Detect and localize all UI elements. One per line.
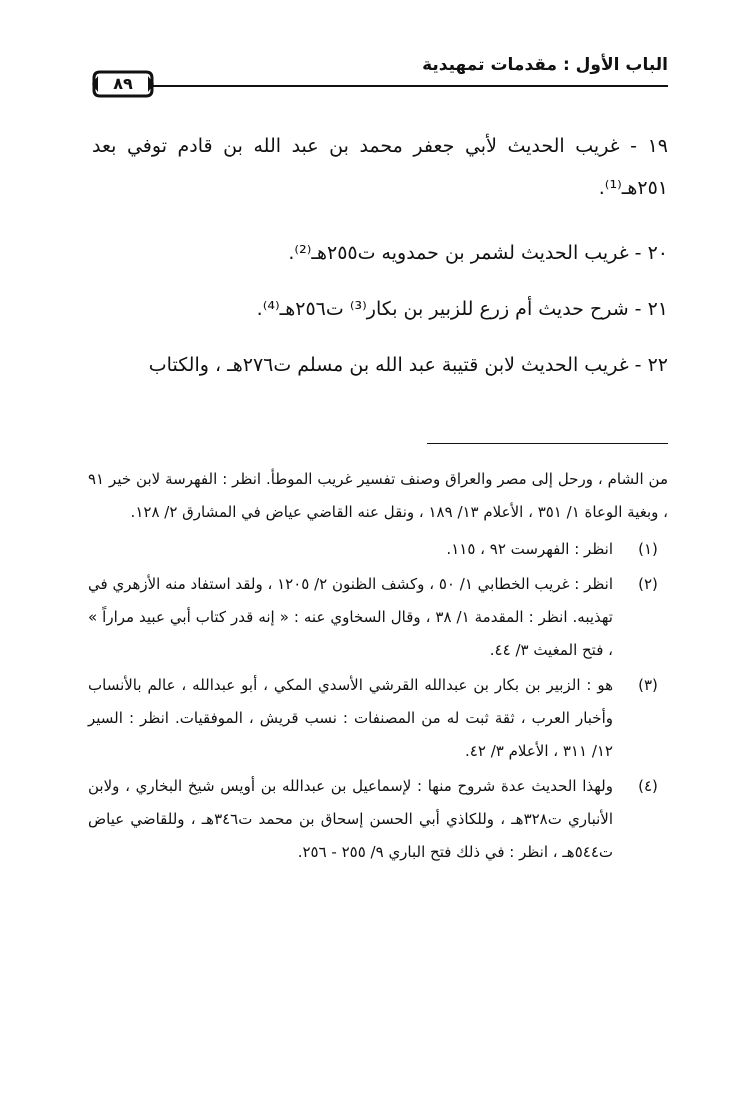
- footnote-marker: (٢): [638, 575, 658, 593]
- footnote-continuation: من الشام ، ورحل إلى مصر والعراق وصنف تفسير غريب الموطأ. انظر : الفهرسة لابن خير ٩١ ، وبغية الوعاة ١/ ٣٥١ ، الأعلام ١٣/ ١٨٩ ، ونقل عنه القاضي عياض في المشارق ٢/ ١٢٨.: [88, 470, 668, 521]
- list-item-21: ٢١ - شرح حديث أم زرع للزبير بن بكار⁽³⁾ ت٢٥٦هـ⁽⁴⁾.: [256, 298, 668, 320]
- list-item-20: ٢٠ - غريب الحديث لشمر بن حمدويه ت٢٥٥هـ⁽²⁾.: [288, 242, 668, 264]
- page-number-badge: [92, 70, 154, 98]
- main-text: [92, 125, 668, 425]
- page-number: ٨٩: [113, 74, 133, 93]
- footnote-separator: [427, 443, 668, 444]
- header-rule: [150, 85, 668, 87]
- footnotes: [88, 463, 668, 869]
- chapter-title: الباب الأول : مقدمات تمهيدية: [422, 55, 668, 75]
- footnote-marker: (٤): [638, 777, 658, 795]
- footnote-marker: (٣): [638, 676, 658, 694]
- footnote-text: انظر : غريب الخطابي ١/ ٥٠ ، وكشف الظنون ٢/ ١٢٠٥ ، ولقد استفاد منه الأزهري في تهذيبه. انظر : المقدمة ١/ ٣٨ ، وقال السخاوي عنه : « إنه قدر كتاب أبي عبيد مراراً » ، فتح المغيث ٣/ ٤٤.: [88, 575, 613, 659]
- footnote-4: [88, 770, 668, 869]
- footnote-2: [88, 568, 668, 667]
- footnote-text: هو : الزبير بن بكار بن عبدالله القرشي الأسدي المكي ، أبو عبدالله ، عالم بالأنساب وأخبار العرب ، ثقة ثبت له من المصنفات : نسب قريش ، الموفقيات. انظر : السير ١٢/ ٣١١ ، الأعلام ٣/ ٤٢.: [88, 676, 613, 760]
- list-item-19: ١٩ - غريب الحديث لأبي جعفر محمد بن عبد الله بن قادم توفي بعد ٢٥١هـ⁽¹⁾.: [92, 135, 668, 199]
- footnote-1: [88, 533, 668, 566]
- footnote-text: انظر : الفهرست ٩٢ ، ١١٥.: [446, 540, 613, 558]
- footnote-marker: (١): [638, 540, 658, 558]
- footnote-text: ولهذا الحديث عدة شروح منها : لإسماعيل بن عبدالله بن أويس شيخ البخاري ، ولابن الأنباري ت٣٢٨هـ ، وللكاذي أبي الحسن إسحاق بن محمد ت٣٤٦هـ ، وللقاضي عياض ت٥٤٤هـ ، انظر : في ذلك فتح الباري ٩/ ٢٥٥ - ٢٥٦.: [88, 777, 614, 861]
- list-item-22: ٢٢ - غريب الحديث لابن قتيبة عبد الله بن مسلم ت٢٧٦هـ ، والكتاب: [148, 354, 668, 376]
- footnote-3: [88, 669, 668, 768]
